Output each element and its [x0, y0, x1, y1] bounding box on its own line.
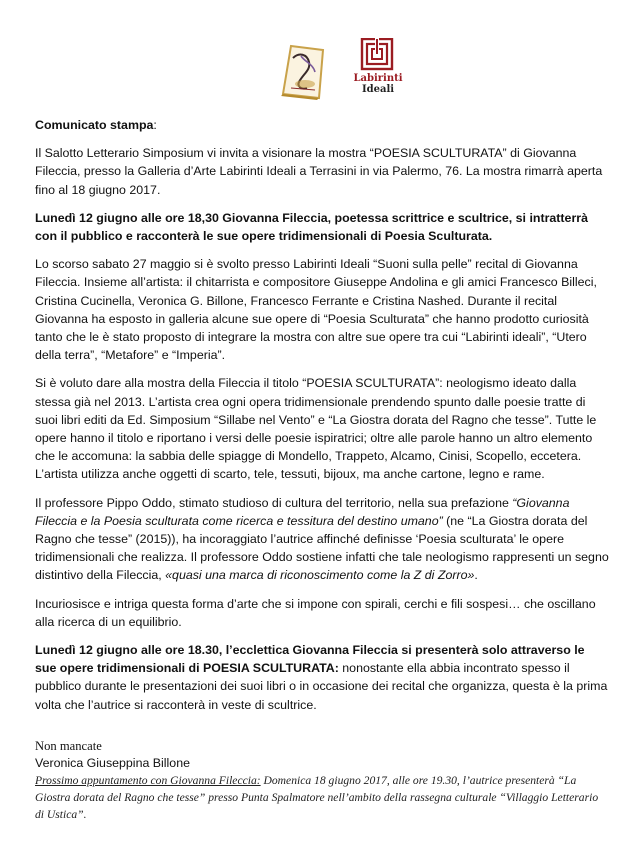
brand-line1: Labirinti — [353, 73, 403, 84]
paragraph-art-form: Incuriosisce e intriga questa forma d’arte che si impone con spirali, cerchi e fili sospesi… che oscillano alla ricerca di un equilibrio. — [35, 596, 596, 629]
signoff — [35, 738, 609, 772]
paragraph-recital: Lo scorso sabato 27 maggio si è svolto presso Labirinti Ideali “Suoni sulla pelle” recital di Giovanna Fileccia. Insieme all’artista: il chitarrista e compositore Giuseppe Andolina e gli amici Francesco Billeci, Cristina Cucinella, Veronica G. Billone, Francesco Ferrante e Cristina Nashed. Durante il recital Giovanna ha esposto in galleria alcune sue opere di “Poesia Sculturata” che hanno prodotto curiosità tanto che le è stato proposto di integrare la mostra con altre sue opere tra cui “Labirinti ideali”, “Utero della terra”, “Metafore” e “Imperia”. — [35, 257, 597, 363]
next-appointment-note — [35, 772, 609, 823]
simposium-book-logo-icon — [277, 44, 329, 100]
paragraph-closing: Lunedì 12 giugno alle ore 18.30, l’ecclettica Giovanna Fileccia si presenterà solo attraverso le sue opere tridimensionali di POESIA SCULTURATA: nonostante ella abbia incontrato spesso il pubblico durante le presentazioni dei suoi libri o in occasione dei recital che organizza, questa è la prima volta che l’autrice si racconterà in veste di scultrice. — [35, 643, 608, 712]
paragraph-event-announcement: Lunedì 12 giugno alle ore 18,30 Giovanna Fileccia, poetessa scrittrice e scultrice, si intratterrà con il pubblico e racconterà le sue opere tridimensionali di Poesia Sculturata. — [35, 210, 588, 244]
document-title: Comunicato stampa: — [35, 118, 157, 132]
next-appointment-label: Prossimo appuntamento con Giovanna Fileccia: — [35, 774, 261, 787]
paragraph-exhibition-title: Si è voluto dare alla mostra della Fileccia il titolo “POESIA SCULTURATA”: neologismo ideato dalla stessa già nel 2013. L’artista crea ogni opera tridimensionale prendendo spunto dalle poesie tratte di suoi libri editi da Ed. Simposium “Sillabe nel Vento” e “La Giostra dorata del Ragno che tesse”. Tutte le opere hanno il titolo e riportano i versi delle poesie ispiratrici; oltre alle parole hanno un altro elemento che le accomuna: la sabbia delle spiagge di Mondello, Trappeto, Alcamo, Cinisi, Scopello, eccetera. L’artista utilizza anche oggetti di scarto, tele, tessuti, bijoux, ma anche cartone, legno e rame. — [35, 376, 597, 482]
signoff-line: Non mancate — [35, 738, 102, 753]
next-appointment-text: Domenica 18 giugno 2017, alle ore 19.30, l’autrice presenterà “La Giostra dorata del Ragno che tesse” presso Punta Spalmatore nell’ambito della rassegna culturale “Villaggio Letterario di Ustica”. — [35, 774, 599, 821]
paragraph-preface: Il professore Pippo Oddo, stimato studioso di cultura del territorio, nella sua prefazione “Giovanna Fileccia e la Poesia sculturata come ricerca e tessitura del destino umano” (ne “La Giostra dorata del Ragno che tesse” (2015)), ha incoraggiato l’autrice affinché definisse ‘Poesia sculturata’ le opere tridimensionali che realizza. Il professore Oddo sostiene infatti che tale neologismo rappresenti un segno distintivo della Fileccia, «quasi una marca di riconoscimento come la Z di Zorro». — [35, 495, 609, 583]
brand-wordmark — [348, 74, 408, 95]
brand-line2: Ideali — [361, 83, 395, 95]
press-release-body — [35, 116, 609, 772]
signoff-author: Veronica Giuseppina Billone — [35, 755, 190, 770]
paragraph-intro: Il Salotto Letterario Simposium vi invita a visionare la mostra “POESIA SCULTURATA” di Giovanna Fileccia, presso la Galleria d’Arte Labirinti Ideali a Terrasini in via Palermo, 76. La mostra rimarrà aperta fino al 18 giugno 2017. — [35, 146, 603, 197]
